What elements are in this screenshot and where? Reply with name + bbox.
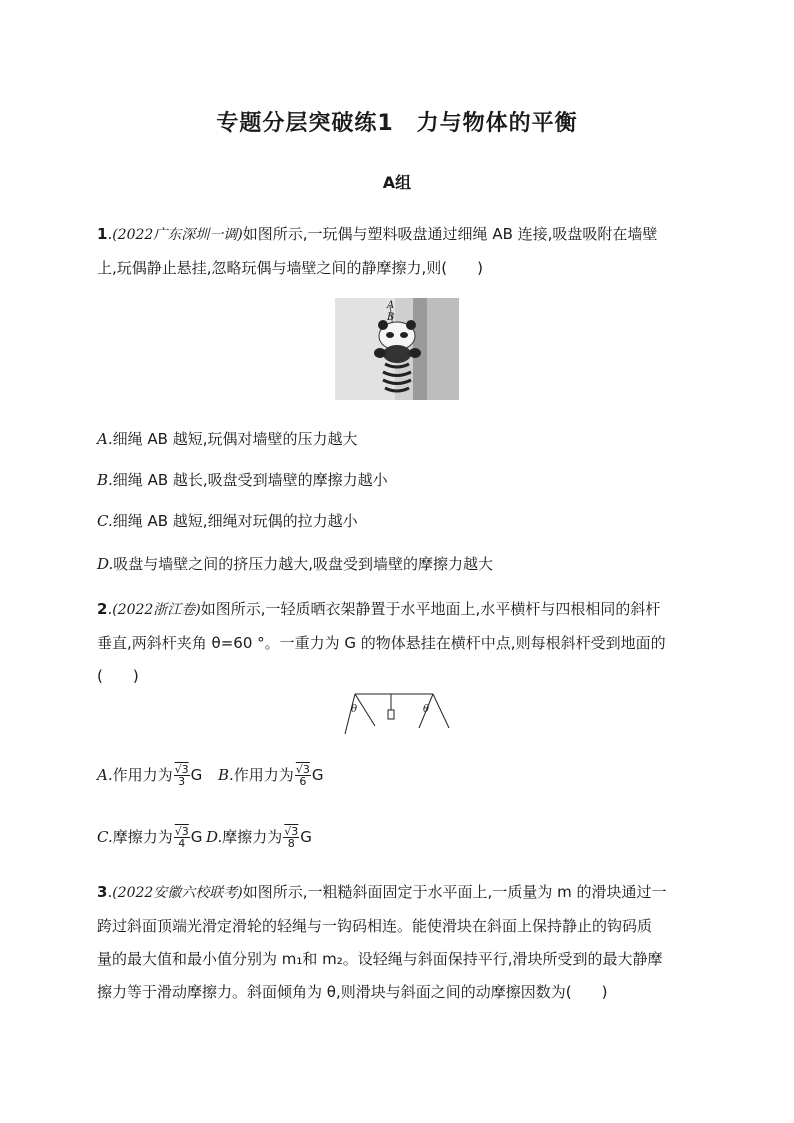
panda-toy-photo xyxy=(335,298,459,400)
theta-label-left: θ xyxy=(351,704,358,715)
clothes-rack-diagram xyxy=(343,690,451,736)
q1-option-c[interactable] xyxy=(97,510,358,532)
q2-option-d[interactable] xyxy=(206,826,312,849)
option-text: 作用力为 xyxy=(112,766,173,784)
option-letter: C. xyxy=(97,828,113,846)
option-letter: D. xyxy=(206,828,223,846)
q1-option-b[interactable] xyxy=(97,469,388,491)
unit: G xyxy=(311,766,324,784)
group-label: A组 xyxy=(382,173,412,192)
option-letter: B. xyxy=(218,766,234,784)
question-3-stem: 3.(2022安徽六校联考)如图所示,一粗糙斜面固定于水平面上,一质量为 m 的滑块通过一 跨过斜面顶端光滑定滑轮的轻绳与一钩码相连。能使滑块在斜面上保持静止的钩码质 量的最大值和最小值分别为 m₁和 m₂。设轻绳与斜面保持平行,滑块所受到的最大静摩 擦力等于滑动摩擦力。斜面倾角为 θ,则滑块与斜面之间的动摩擦因数为( ) xyxy=(97,876,702,1009)
unit: G xyxy=(300,828,312,846)
option-text: 细绳 AB 越短,玩偶对墙壁的压力越大 xyxy=(112,430,358,448)
fraction xyxy=(295,764,311,787)
question-number: 3 xyxy=(97,883,108,901)
option-letter: A. xyxy=(97,430,113,448)
q2-option-b[interactable] xyxy=(218,764,323,787)
stem-line: 垂直,两斜杆夹角 θ=60 °。一重力为 G 的物体悬挂在横杆中点,则每根斜杆受到地面的 xyxy=(97,634,666,652)
question-source: (2022浙江卷) xyxy=(112,602,201,618)
fraction xyxy=(283,826,299,849)
question-1-stem: 1.(2022广东深圳一调)如图所示,一玩偶与塑料吸盘通过细绳 AB 连接,吸盘吸附在墙壁 上,玩偶静止悬挂,忽略玩偶与墙壁之间的静摩擦力,则( ) xyxy=(97,218,702,285)
fraction-numerator: √3 xyxy=(284,825,299,838)
stem-line: 擦力等于滑动摩擦力。斜面倾角为 θ,则滑块与斜面之间的动摩擦因数为( ) xyxy=(97,983,608,1001)
fraction-denominator: 6 xyxy=(299,775,307,788)
question-number: 1 xyxy=(97,225,108,243)
stem-line: 量的最大值和最小值分别为 m₁和 m₂。设轻绳与斜面保持平行,滑块所受到的最大静摩 xyxy=(97,950,663,968)
stem-line: 如图所示,一轻质晒衣架静置于水平地面上,水平横杆与四根相同的斜杆 xyxy=(200,600,661,618)
page-title: 专题分层突破练1 力与物体的平衡 xyxy=(216,111,578,136)
question-source: (2022广东深圳一调) xyxy=(112,227,243,243)
fraction-denominator: 8 xyxy=(287,837,295,850)
stem-line: 上,玩偶静止悬挂,忽略玩偶与墙壁之间的静摩擦力,则( ) xyxy=(97,259,484,277)
stem-line: 如图所示,一玩偶与塑料吸盘通过细绳 AB 连接,吸盘吸附在墙壁 xyxy=(242,225,658,243)
option-text: 细绳 AB 越长,吸盘受到墙壁的摩擦力越小 xyxy=(112,471,388,489)
unit: G xyxy=(190,828,203,846)
option-letter: B. xyxy=(97,471,113,489)
label-b: B xyxy=(387,312,395,323)
panda-photo-illustration xyxy=(335,298,459,400)
q2-option-a[interactable] xyxy=(97,764,202,787)
fraction-numerator: √3 xyxy=(174,825,189,838)
fraction xyxy=(174,764,190,787)
theta-label-right: θ xyxy=(423,704,430,715)
stem-line: 跨过斜面顶端光滑定滑轮的轻绳与一钩码相连。能使滑块在斜面上保持静止的钩码质 xyxy=(97,917,653,935)
q2-option-c[interactable] xyxy=(97,826,202,849)
q1-option-d[interactable] xyxy=(97,553,493,575)
option-text: 吸盘与墙壁之间的挤压力越大,吸盘受到墙壁的摩擦力越大 xyxy=(113,555,494,573)
fraction-denominator: 4 xyxy=(178,837,186,850)
option-letter: A. xyxy=(97,766,113,784)
fraction-denominator: 3 xyxy=(178,775,186,788)
option-text: 细绳 AB 越短,细绳对玩偶的拉力越小 xyxy=(112,512,358,530)
fraction xyxy=(174,826,190,849)
stem-line: 如图所示,一粗糙斜面固定于水平面上,一质量为 m 的滑块通过一 xyxy=(242,883,667,901)
question-source: (2022安徽六校联考) xyxy=(112,885,243,901)
stem-line: ( ) xyxy=(97,667,139,685)
rack-svg xyxy=(343,690,451,736)
q1-option-a[interactable] xyxy=(97,428,357,450)
option-letter: C. xyxy=(97,512,113,530)
option-letter: D. xyxy=(97,555,114,573)
label-a: A xyxy=(387,300,395,311)
unit: G xyxy=(190,766,203,784)
option-text: 摩擦力为 xyxy=(112,828,173,846)
fraction-numerator: √3 xyxy=(295,763,310,776)
option-text: 摩擦力为 xyxy=(222,828,283,846)
question-2-stem: 2.(2022浙江卷)如图所示,一轻质晒衣架静置于水平地面上,水平横杆与四根相同的斜杆 垂直,两斜杆夹角 θ=60 °。一重力为 G 的物体悬挂在横杆中点,则每根斜杆受到地面的 ( ) xyxy=(97,593,702,693)
option-text: 作用力为 xyxy=(233,766,294,784)
fraction-numerator: √3 xyxy=(174,763,189,776)
question-number: 2 xyxy=(97,600,108,618)
